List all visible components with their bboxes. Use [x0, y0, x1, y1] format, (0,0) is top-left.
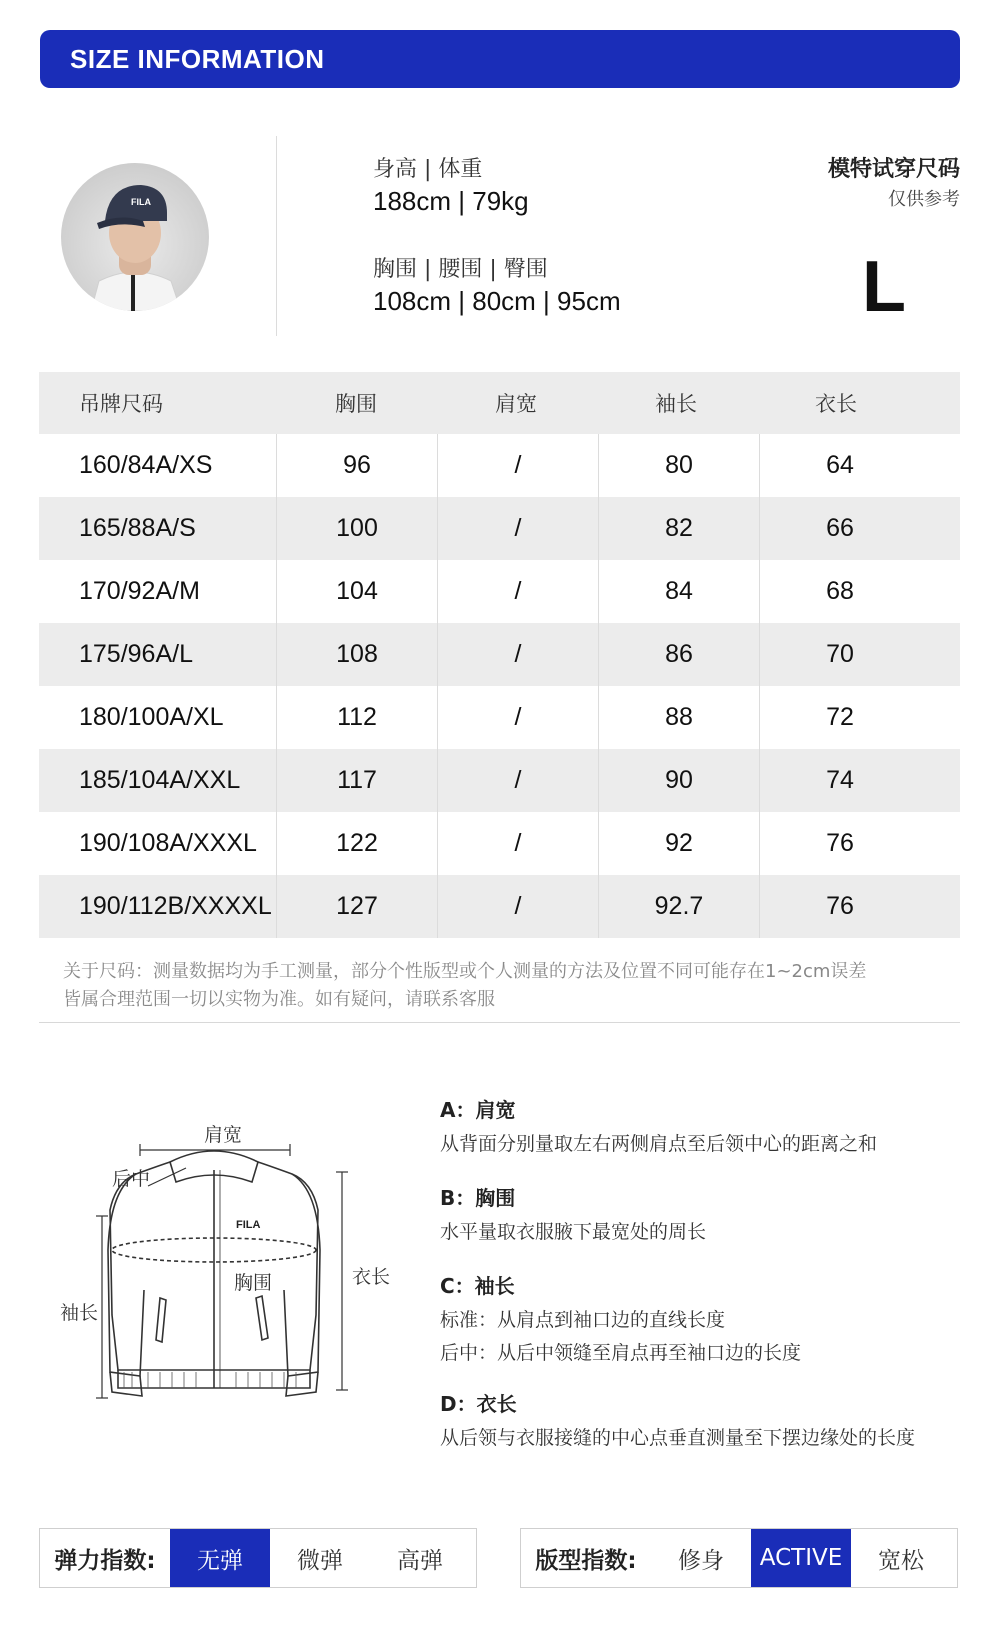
- table-cell: 86: [598, 623, 759, 686]
- table-header-cell: 衣长: [815, 392, 857, 416]
- table-cell: 90: [598, 749, 759, 812]
- table-cell: 80: [598, 434, 759, 497]
- fit-index-option[interactable]: ACTIVE: [751, 1529, 851, 1587]
- definition-title: A：肩宽: [440, 1098, 516, 1122]
- table-row: [39, 875, 960, 938]
- table-cell: 76: [759, 812, 920, 875]
- fit-index: [520, 1528, 958, 1588]
- table-cell: 72: [759, 686, 920, 749]
- table-cell: /: [437, 560, 598, 623]
- definition-title: B：胸围: [440, 1186, 516, 1210]
- table-cell: 122: [276, 812, 437, 875]
- size-info-header: [40, 30, 960, 88]
- table-cell: /: [437, 749, 598, 812]
- table-cell: 100: [276, 497, 437, 560]
- definition-text: 后中：从后中领缝至肩点再至袖口边的长度: [440, 1342, 802, 1364]
- table-cell: /: [437, 875, 598, 938]
- table-header-cell: 袖长: [655, 392, 697, 416]
- header-title: SIZE INFORMATION: [70, 44, 325, 74]
- diagram-label-sleeve: 袖长: [60, 1302, 99, 1324]
- table-row: [39, 749, 960, 812]
- definition-sleeve: [440, 1270, 801, 1365]
- table-cell: 74: [759, 749, 920, 812]
- table-row: [39, 812, 960, 875]
- section-divider: [39, 1022, 960, 1023]
- table-cell: 68: [759, 560, 920, 623]
- table-cell: 64: [759, 434, 920, 497]
- size-note: [63, 958, 963, 1014]
- body-measure-value: 108cm | 80cm | 95cm: [373, 286, 621, 316]
- definition-text: 水平量取衣服腋下最宽处的周长: [440, 1221, 707, 1243]
- diagram-label-length: 衣长: [352, 1266, 391, 1288]
- table-row: [39, 497, 960, 560]
- table-body: [39, 434, 960, 938]
- table-cell: /: [437, 434, 598, 497]
- table-header-cell: 胸围: [335, 392, 377, 416]
- table-cell: 127: [276, 875, 437, 938]
- diagram-label-back-center: 后中: [112, 1168, 151, 1190]
- jacket-logo-text: FILA: [236, 1219, 261, 1231]
- table-cell: 185/104A/XXL: [79, 766, 241, 794]
- table-cell: 190/108A/XXXL: [79, 829, 257, 857]
- table-cell: 92.7: [598, 875, 759, 938]
- elasticity-option[interactable]: 无弹: [170, 1529, 270, 1587]
- table-cell: 84: [598, 560, 759, 623]
- elasticity-option[interactable]: 高弹: [397, 1547, 443, 1574]
- table-cell: 170/92A/M: [79, 577, 200, 605]
- diagram-label-chest: 胸围: [234, 1272, 273, 1294]
- table-cell: 160/84A/XS: [79, 451, 213, 479]
- table-cell: 190/112B/XXXXL: [79, 892, 272, 920]
- table-cell: /: [437, 686, 598, 749]
- table-cell: /: [437, 623, 598, 686]
- table-cell: 165/88A/S: [79, 514, 196, 542]
- table-cell: /: [437, 812, 598, 875]
- table-cell: 108: [276, 623, 437, 686]
- table-row: [39, 623, 960, 686]
- model-fit-title: 模特试穿尺码: [827, 157, 960, 182]
- table-cell: 175/96A/L: [79, 640, 193, 668]
- table-cell: 112: [276, 686, 437, 749]
- elasticity-label: 弹力指数:: [54, 1547, 156, 1574]
- definition-chest: [440, 1182, 706, 1244]
- fit-index-option[interactable]: 修身: [678, 1547, 724, 1574]
- definition-text: 标准：从肩点到袖口边的直线长度: [440, 1309, 726, 1331]
- definition-shoulder: [440, 1094, 877, 1156]
- table-cell: 82: [598, 497, 759, 560]
- table-cell: 104: [276, 560, 437, 623]
- definition-length: [440, 1388, 915, 1450]
- model-fit-size: L: [862, 247, 906, 327]
- elasticity-index: [39, 1528, 477, 1588]
- fit-index-option[interactable]: 宽松: [878, 1547, 924, 1574]
- table-row: [39, 434, 960, 497]
- cap-logo-text: FILA: [131, 197, 151, 207]
- table-cell: /: [437, 497, 598, 560]
- table-cell: 96: [276, 434, 437, 497]
- table-header-row: [39, 372, 960, 434]
- model-avatar: [61, 163, 209, 311]
- definition-title: D：衣长: [440, 1392, 517, 1416]
- elasticity-option[interactable]: 微弹: [297, 1547, 343, 1574]
- table-cell: 76: [759, 875, 920, 938]
- table-row: [39, 686, 960, 749]
- model-portrait-illustration: [61, 163, 209, 311]
- fit-index-label: 版型指数:: [535, 1547, 637, 1574]
- table-cell: 92: [598, 812, 759, 875]
- vertical-divider: [276, 136, 277, 336]
- definition-text: 从背面分别量取左右两侧肩点至后领中心的距离之和: [440, 1133, 878, 1155]
- table-cell: 88: [598, 686, 759, 749]
- body-measure-label: 胸围 | 腰围 | 臀围: [373, 257, 548, 282]
- table-row: [39, 560, 960, 623]
- definition-text: 从后领与衣服接缝的中心点垂直测量至下摆边缘处的长度: [440, 1427, 916, 1449]
- table-header-cell: 吊牌尺码: [79, 392, 163, 416]
- table-cell: 66: [759, 497, 920, 560]
- table-header-cell: 肩宽: [495, 392, 537, 416]
- height-weight-value: 188cm | 79kg: [373, 186, 529, 216]
- diagram-label-shoulder: 肩宽: [204, 1124, 243, 1146]
- size-table: [39, 372, 960, 938]
- table-cell: 117: [276, 749, 437, 812]
- table-cell: 180/100A/XL: [79, 703, 224, 731]
- table-cell: 70: [759, 623, 920, 686]
- height-weight-label: 身高 | 体重: [373, 157, 483, 182]
- definition-title: C：袖长: [440, 1274, 515, 1298]
- size-note-line: 关于尺码：测量数据均为手工测量，部分个性版型或个人测量的方法及位置不同可能存在1~2cm误差: [63, 961, 867, 982]
- model-fit-subtitle: 仅供参考: [888, 189, 960, 210]
- size-note-line: 皆属合理范围一切以实物为准。如有疑问，请联系客服: [63, 989, 495, 1010]
- jacket-measure-diagram: [40, 1100, 420, 1430]
